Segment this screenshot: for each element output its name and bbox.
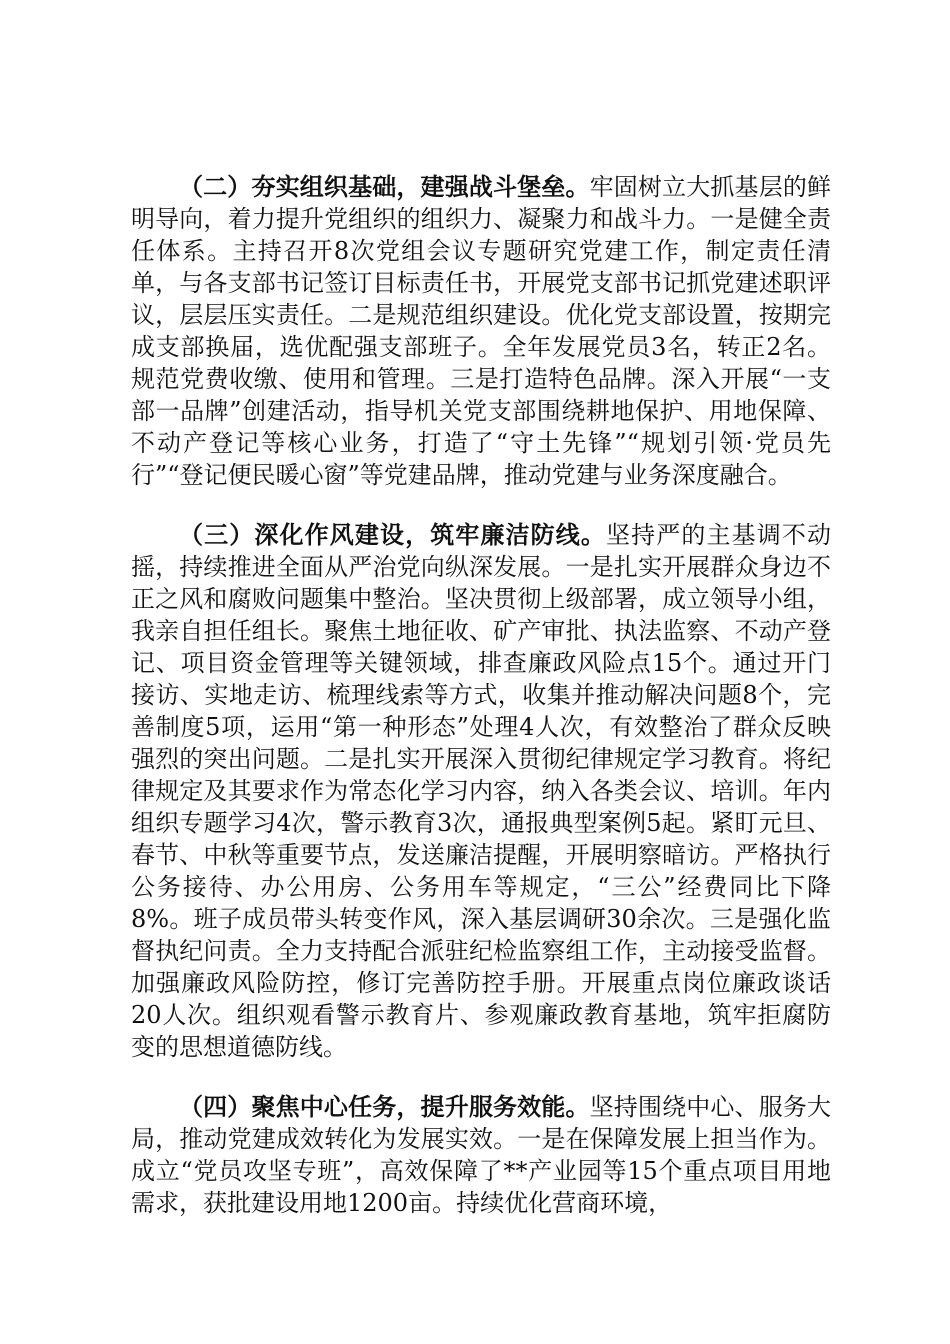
paragraph-section-3 [131, 519, 831, 1063]
section-heading-2: （二）夯实组织基础，建强战斗堡垒。 [179, 172, 590, 201]
section-heading-4: （四）聚焦中心任务，提升服务效能。 [179, 1092, 590, 1121]
paragraph-section-2 [131, 171, 831, 491]
section-text-2: 牢固树立大抓基层的鲜明导向，着力提升党组织的组织力、凝聚力和战斗力。一是健全责任体系。主持召开8次党组会议专题研究党建工作，制定责任清单，与各支部书记签订目标责任书，开展党支部书记抓党建述职评议，层层压实责任。二是规范组织建设。优化党支部设置，按期完成支部换届，选优配强支部班子。全年发展党员3名，转正2名。规范党费收缴、使用和管理。三是打造特色品牌。深入开展“一支部一品牌”创建活动，指导机关党支部围绕耕地保护、用地保障、不动产登记等核心业务，打造了“守土先锋”“规划引领·党员先行”“登记便民暖心窗”等党建品牌，推动党建与业务深度融合。 [131, 173, 832, 489]
document-body [131, 171, 831, 1247]
section-text-3: 坚持严的主基调不动摇，持续推进全面从严治党向纵深发展。一是扎实开展群众身边不正之风和腐败问题集中整治。坚决贯彻上级部署，成立领导小组，我亲自担任组长。聚焦土地征收、矿产审批、执法监察、不动产登记、项目资金管理等关键领域，排查廉政风险点15个。通过开门接访、实地走访、梳理线索等方式，收集并推动解决问题8个，完善制度5项，运用“第一种形态”处理4人次，有效整治了群众反映强烈的突出问题。二是扎实开展深入贯彻纪律规定学习教育。将纪律规定及其要求作为常态化学习内容，纳入各类会议、培训。年内组织专题学习4次，警示教育3次，通报典型案例5起。紧盯元旦、春节、中秋等重要节点，发送廉洁提醒，开展明察暗访。严格执行公务接待、办公用房、公务用车等规定，“三公”经费同比下降8%。班子成员带头转变作风，深入基层调研30余次。三是强化监督执纪问责。全力支持配合派驻纪检监察组工作，主动接受监督。加强廉政风险防控，修订完善防控手册。开展重点岗位廉政谈话20人次。组织观看警示教育片、参观廉政教育基地，筑牢拒腐防变的思想道德防线。 [131, 521, 832, 1061]
section-text-4: 坚持围绕中心、服务大局，推动党建成效转化为发展实效。一是在保障发展上担当作为。成立“党员攻坚专班”，高效保障了**产业园等15个重点项目用地需求，获批建设用地1200亩。持续优化营商环境， [131, 1093, 832, 1217]
section-heading-3: （三）深化作风建设，筑牢廉洁防线。 [179, 520, 607, 549]
paragraph-section-4 [131, 1091, 831, 1219]
